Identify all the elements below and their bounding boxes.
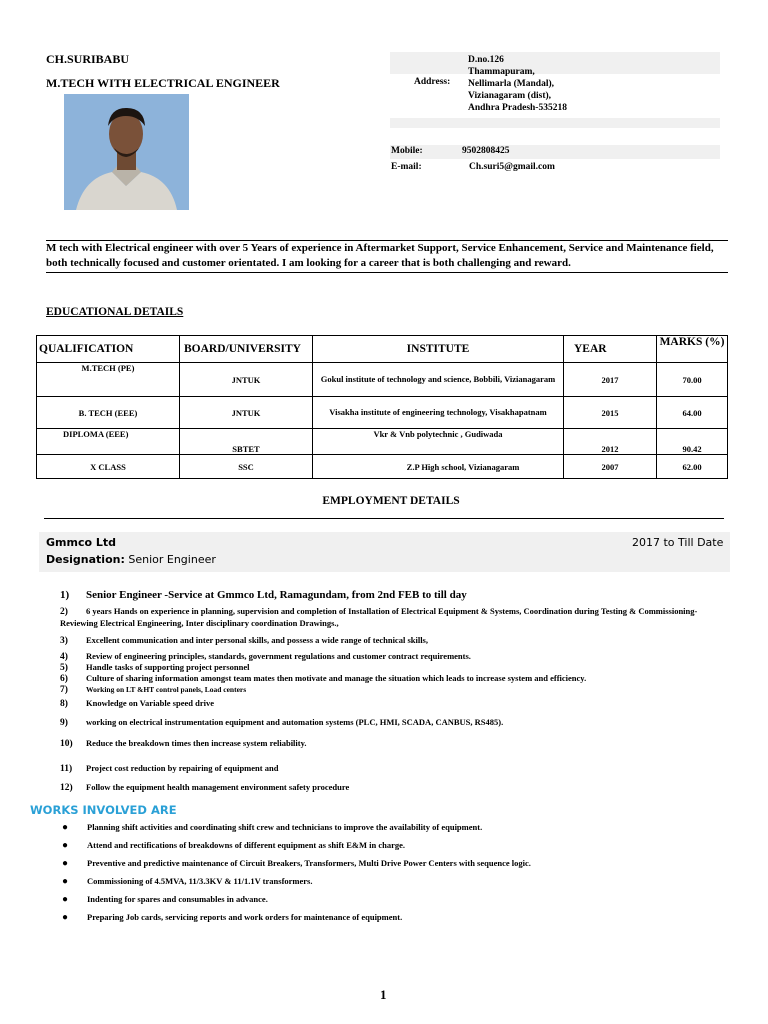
col-board: BOARD/UNIVERSITY (180, 336, 313, 363)
address-line: Andhra Pradesh-535218 (468, 103, 567, 113)
candidate-name: CH.SURIBABU (46, 52, 130, 66)
col-institute: INSTITUTE (313, 336, 564, 363)
col-year: YEAR (564, 336, 657, 363)
bullet-icon: ● (62, 894, 69, 905)
table-row (37, 455, 728, 479)
cell-year: 2015 (564, 397, 657, 429)
address-shade-bottom (390, 118, 720, 128)
table-row (37, 429, 728, 455)
designation-value: Senior Engineer (124, 553, 216, 566)
list-item: 2) 6 years Hands on experience in planning, supervision and completion of Installation of Electrical Equipment & Systems, Coordination during Testing & Commissioning- Reviewing Electrical Engineering, Inter disciplinary coordination Drawings., (60, 606, 698, 628)
cell-qualification: X CLASS (37, 455, 180, 479)
list-item: 12) Follow the equipment health management environment safety procedure (60, 782, 350, 793)
address-line: Vizianagaram (dist), (468, 91, 552, 101)
list-item: 11) Project cost reduction by repairing of equipment and (60, 763, 279, 774)
cell-qualification: DIPLOMA (EEE) (37, 429, 180, 455)
list-item: ● Planning shift activities and coordinating shift crew and technicians to improve the availability of equipment. (62, 822, 483, 833)
email-address: Ch.suri5@gmail.com (469, 162, 555, 172)
bullet-icon: ● (62, 912, 69, 923)
mobile-label: Mobile: (391, 146, 423, 156)
address-line: Nellimarla (Mandal), (468, 79, 555, 89)
list-item: 8) Knowledge on Variable speed drive (60, 698, 214, 709)
list-item: 6) Culture of sharing information amongst team mates then motivate and manage the situation which leads to increase system and efficiency. (60, 673, 587, 684)
mobile-shade (390, 145, 720, 159)
list-item: 4) Review of engineering principles, standards, government regulations and customer contract requirements. (60, 651, 471, 662)
education-table (36, 335, 728, 479)
list-item: ● Indenting for spares and consumables in advance. (62, 894, 268, 905)
cell-board: SSC (180, 455, 313, 479)
cell-year: 2017 (564, 363, 657, 397)
list-item: 9) working on electrical instrumentation equipment and automation systems (PLC, HMI, SCADA, CANBUS, RS485). (60, 717, 504, 728)
bullet-icon: ● (62, 822, 69, 833)
address-line: Thammapuram, (468, 67, 535, 77)
employment-period: 2017 to Till Date (632, 536, 724, 549)
list-item: 10) Reduce the breakdown times then increase system reliability. (60, 738, 307, 749)
cell-marks: 70.00 (657, 363, 728, 397)
designation (46, 553, 216, 566)
profile-photo (64, 94, 189, 210)
cell-marks: 62.00 (657, 455, 728, 479)
address-block (468, 54, 567, 114)
cell-qualification: B. TECH (EEE) (37, 397, 180, 429)
col-qualification: QUALIFICATION (37, 336, 180, 363)
list-item: 1) Senior Engineer -Service at Gmmco Ltd, Ramagundam, from 2nd FEB to till day (60, 589, 467, 601)
cell-board: JNTUK (180, 397, 313, 429)
list-item: ● Preventive and predictive maintenance of Circuit Breakers, Transformers, Multi Drive Power Centers with sequence logic. (62, 858, 531, 869)
bullet-icon: ● (62, 840, 69, 851)
cell-institute: Gokul institute of technology and science, Bobbili, Vizianagaram (313, 363, 564, 397)
bullet-icon: ● (62, 876, 69, 887)
cell-board: SBTET (180, 429, 313, 455)
person-photo-icon (64, 94, 189, 210)
cell-year: 2007 (564, 455, 657, 479)
cell-institute: Visakha institute of engineering technology, Visakhapatnam (313, 397, 564, 429)
email-label: E-mail: (391, 162, 422, 172)
cell-marks: 64.00 (657, 397, 728, 429)
cell-marks: 90.42 (657, 429, 728, 455)
list-item: ● Attend and rectifications of breakdowns of different equipment as shift E&M in charge. (62, 840, 406, 851)
table-row (37, 397, 728, 429)
candidate-degree: M.TECH WITH ELECTRICAL ENGINEER (46, 76, 280, 90)
works-title: WORKS INVOLVED ARE (30, 803, 177, 817)
list-item: 7) Working on LT &HT control panels, Load centers (60, 685, 247, 695)
col-marks: MARKS (%) (657, 336, 728, 363)
designation-label: Designation: (46, 553, 125, 566)
page-number: 1 (380, 987, 387, 1002)
list-item: ● Preparing Job cards, servicing reports and work orders for maintenance of equipment. (62, 912, 403, 923)
address-label: Address: (414, 77, 451, 87)
profile-summary: M tech with Electrical engineer with over 5 Years of experience in Aftermarket Support, Service Enhancement, Service and Maintenance field, both technically focused and customer orientated. I am looking for a career that is both challenging and reward. (46, 240, 728, 273)
cell-institute: Z.P High school, Vizianagaram (313, 455, 564, 479)
address-line: D.no.126 (468, 55, 504, 65)
list-item: 3) Excellent communication and inter personal skills, and possess a wide range of technical skills, (60, 635, 428, 646)
employment-title: EMPLOYMENT DETAILS (322, 495, 460, 507)
table-row (37, 363, 728, 397)
education-header-row (37, 336, 728, 363)
cell-qualification: M.TECH (PE) (37, 363, 180, 397)
cell-institute: Vkr & Vnb polytechnic , Gudiwada (313, 429, 564, 455)
employment-divider (44, 518, 724, 519)
mobile-number: 9502808425 (462, 146, 510, 156)
company-name: Gmmco Ltd (46, 536, 117, 549)
cell-year: 2012 (564, 429, 657, 455)
list-item: ● Commissioning of 4.5MVA, 11/3.3KV & 11/1.1V transformers. (62, 876, 313, 887)
cell-board: JNTUK (180, 363, 313, 397)
employment-header-box (39, 532, 730, 572)
education-title: EDUCATIONAL DETAILS (46, 306, 184, 318)
bullet-icon: ● (62, 858, 69, 869)
list-item: 5) Handle tasks of supporting project personnel (60, 662, 250, 673)
